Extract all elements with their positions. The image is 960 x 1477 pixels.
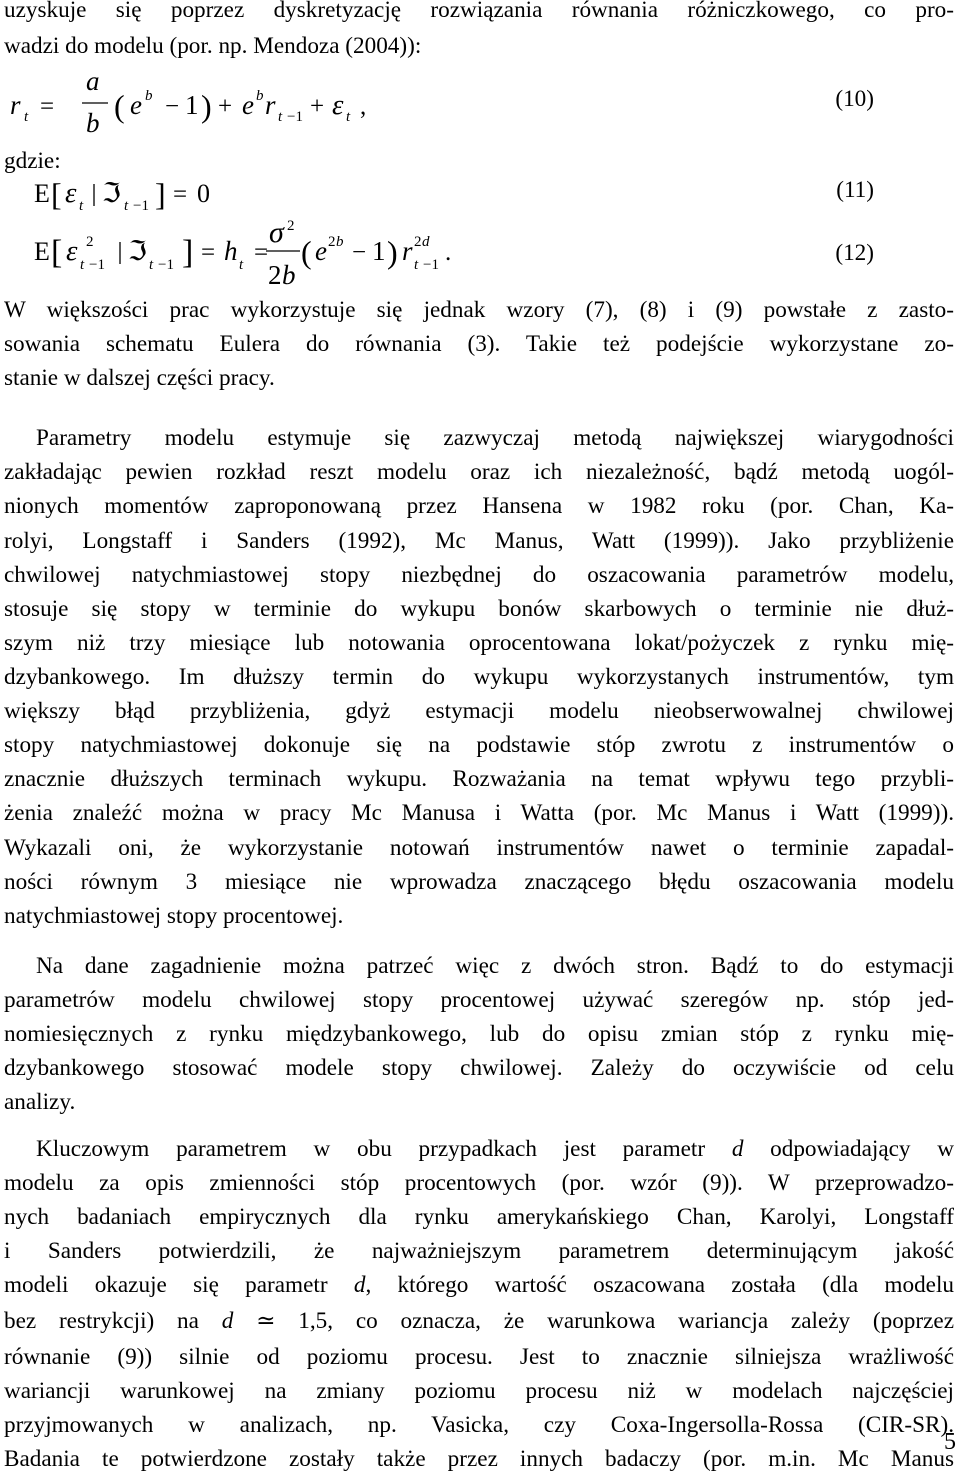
svg-text:=: = <box>254 239 269 266</box>
equation-number-12: (12) <box>835 240 874 266</box>
paragraph-1-line-2: sowania schematu Eulera do równania (3). Takie też podejście wykorzystane zo- <box>4 331 954 357</box>
svg-text:b: b <box>282 260 296 290</box>
equation-number-11: (11) <box>836 177 874 203</box>
parameter-d-symbol-3: d <box>221 1308 234 1334</box>
paragraph-1-line-1: W większości prac wykorzystuje się jednak wzory (7), (8) i (9) powstałe z zasto- <box>4 297 954 323</box>
paragraph-4-line-5-text-a: modeli okazuje się parametr <box>4 1272 354 1298</box>
svg-text:t: t <box>278 109 283 125</box>
approx-symbol: ≃ <box>256 1308 276 1334</box>
equation-10 <box>0 66 960 142</box>
paragraph-2-line-12: żenia znaleźć można w pracy Mc Manusa i Watta (por. Mc Manus i Watt (1999)). <box>4 800 954 826</box>
paragraph-4-line-3: nych badaniach empirycznych dla rynku amerykańskiego Chan, Karolyi, Longstaff <box>4 1204 954 1230</box>
paragraph-2-line-9: większy błąd przybliżenia, gdyż estymacji modelu nieobserwowalnej chwilowej <box>4 698 954 724</box>
svg-text:]: ] <box>182 234 194 271</box>
svg-text:−1: −1 <box>158 257 174 273</box>
equation-11-formula <box>0 172 960 216</box>
paragraph-2-line-7: szym niż trzy miesiące lub notowania oprocentowana lokat/pożyczek z rynku mię- <box>4 630 954 656</box>
paragraph-2-line-6: stosuje się stopy w terminie do wykupu bonów skarbowych o terminie nie dłuż- <box>4 596 954 622</box>
svg-text:−: − <box>165 93 180 120</box>
svg-text:d: d <box>422 234 430 250</box>
svg-text:r: r <box>402 236 413 266</box>
equation-12 <box>0 212 960 296</box>
svg-text:=: = <box>173 181 188 208</box>
svg-text:−: − <box>352 239 367 266</box>
svg-text:−1: −1 <box>287 109 303 125</box>
svg-text:t: t <box>80 257 85 273</box>
svg-text:ℑ: ℑ <box>128 236 147 266</box>
svg-text:t: t <box>79 198 84 214</box>
paragraph-3-line-1: Na dane zagadnienie można patrzeć więc z dwóch stron. Bądź to do estymacji <box>36 953 954 979</box>
gdzie-label: gdzie: <box>4 148 61 174</box>
paragraph-4-line-4: i Sanders potwierdzili, że najważniejszym parametrem determinującym jakość <box>4 1238 954 1264</box>
svg-text:.: . <box>445 239 452 266</box>
svg-text:+: + <box>310 93 325 120</box>
paragraph-4-line-5 <box>4 1267 954 1303</box>
paragraph-2-line-13: Wykazali oni, że wykorzystanie notowań instrumentów nawet o terminie zapadal- <box>4 835 954 861</box>
svg-text:(: ( <box>301 234 312 270</box>
svg-text:t: t <box>346 109 351 125</box>
svg-text:t: t <box>149 257 154 273</box>
svg-text:−1: −1 <box>89 257 105 273</box>
svg-text:e: e <box>242 90 254 120</box>
paragraph-2-line-15: natychmiastowej stopy procentowej. <box>4 903 344 929</box>
paragraph-4-line-8: wariancji warunkowej na zmiany poziomu procesu niż w modelach najczęściej <box>4 1378 954 1404</box>
svg-text:b: b <box>336 234 344 250</box>
intro-line-2: wadzi do modelu (por. np. Mendoza (2004)): <box>4 33 422 59</box>
svg-text:): ) <box>201 88 212 124</box>
paragraph-3-line-5: analizy. <box>4 1089 76 1115</box>
svg-text:[: [ <box>51 234 63 271</box>
paragraph-2-line-14: ności równym 3 miesiące nie wprowadza znaczącego błędu oszacowania modelu <box>4 869 954 895</box>
svg-text:e: e <box>130 90 142 120</box>
svg-text:2: 2 <box>414 234 422 250</box>
paragraph-4-line-7: równanie (9)) silnie od poziomu procesu. Jest to znacznie silniejsza wrażliwość <box>4 1344 954 1370</box>
svg-text:ℑ: ℑ <box>102 178 121 208</box>
paragraph-4-line-1 <box>36 1131 954 1167</box>
paragraph-3-line-4: dzybankowego stosować modele stopy chwilowej. Zależy do oczywiście od celu <box>4 1055 954 1081</box>
svg-text:r: r <box>265 90 276 120</box>
svg-text:e: e <box>315 236 327 266</box>
svg-text:=: = <box>40 93 55 120</box>
svg-text:ε: ε <box>66 235 78 267</box>
equation-number-10: (10) <box>835 86 874 112</box>
equation-10-formula <box>0 66 960 142</box>
svg-text:t: t <box>124 198 129 214</box>
svg-text:E: E <box>34 179 50 208</box>
svg-text:−1: −1 <box>423 257 439 273</box>
svg-text:(: ( <box>114 88 125 124</box>
paragraph-2-line-3: nionych momentów zaproponowaną przez Hansena w 1982 roku (por. Chan, Ka- <box>4 493 954 519</box>
svg-text:2: 2 <box>268 260 282 290</box>
paragraph-4-line-1-text-b: odpowiadający w <box>743 1136 954 1162</box>
svg-text:=: = <box>201 239 216 266</box>
svg-text:1: 1 <box>185 90 199 120</box>
paragraph-4-line-10: Badania te potwierdzone zostały także przez innych badaczy (por. m.in. Mc Manus <box>4 1446 954 1472</box>
paragraph-4-line-5-text-b: , którego wartość oszacowana została (dla modelu <box>365 1272 954 1298</box>
svg-text:E: E <box>34 237 50 266</box>
page-number: 5 <box>944 1429 956 1455</box>
svg-text:σ: σ <box>269 216 284 249</box>
svg-text:2: 2 <box>86 234 94 250</box>
svg-text:+: + <box>218 93 233 120</box>
paragraph-4-line-6 <box>4 1303 954 1339</box>
svg-text:t: t <box>24 109 29 125</box>
paragraph-2-line-5: chwilowej natychmiastowej stopy niezbędnej do oszacowania parametrów modelu, <box>4 562 954 588</box>
paragraph-4-line-1-text-a: Kluczowym parametrem w obu przypadkach jest parametr <box>36 1136 732 1162</box>
svg-text:1: 1 <box>372 236 386 266</box>
svg-text:−1: −1 <box>133 198 149 214</box>
parameter-d-symbol-2: d <box>353 1272 366 1298</box>
parameter-d-symbol: d <box>731 1136 744 1162</box>
svg-text:b: b <box>256 88 264 104</box>
svg-text:): ) <box>387 234 398 270</box>
svg-text:r: r <box>10 90 21 120</box>
paragraph-3-line-2: parametrów modelu chwilowej stopy procentowej używać szeregów np. stóp jed- <box>4 987 954 1013</box>
paragraph-1-line-3: stanie w dalszej części pracy. <box>4 365 275 391</box>
svg-text:]: ] <box>155 176 166 212</box>
paragraph-4-line-9: przyjmowanych w analizach, np. Vasicka, czy Coxa-Ingersolla-Rossa (CIR-SR). <box>4 1412 954 1438</box>
paragraph-2-line-11: znacznie dłuższych terminach wykupu. Rozważania na temat wpływu tego przybli- <box>4 766 954 792</box>
equation-11 <box>0 172 960 216</box>
parameter-d-value: 1,5 <box>298 1308 328 1334</box>
paragraph-4-line-6-text-b: , co oznacza, że warunkowa wariancja zależy (poprzez <box>327 1308 955 1334</box>
svg-text:t: t <box>414 257 419 273</box>
svg-text:0: 0 <box>197 179 210 208</box>
paragraph-3-line-3: nomiesięcznych z rynku międzybankowego, lub do opisu zmian stóp z rynku mię- <box>4 1021 954 1047</box>
paragraph-2-line-10: stopy natychmiastowej dokonuje się na podstawie stóp zwrotu z instrumentów o <box>4 732 954 758</box>
svg-text:[: [ <box>51 176 62 212</box>
equation-12-formula <box>0 212 960 296</box>
intro-line-1: uzyskuje się poprzez dyskretyzację rozwiązania równania różniczkowego, co pro- <box>4 0 954 23</box>
paragraph-2-line-1: Parametry modelu estymuje się zazwyczaj metodą największej wiarygodności <box>36 425 954 451</box>
paragraph-2-line-4: rolyi, Longstaff i Sanders (1992), Mc Manus, Watt (1999)). Jako przybliżenie <box>4 528 954 554</box>
paragraph-2-line-2: zakładając pewien rozkład reszt modelu oraz ich niezależność, bądź metodą uogól- <box>4 459 954 485</box>
svg-text:a: a <box>86 66 100 96</box>
svg-text:2: 2 <box>287 218 295 234</box>
svg-text:b: b <box>145 88 153 104</box>
svg-text:b: b <box>86 108 100 138</box>
svg-text:h: h <box>224 236 238 266</box>
paragraph-4-line-2: modelu za opis zmienności stóp procentowych (por. wzór (9)). W przeprowadzo- <box>4 1170 954 1196</box>
svg-text:ε: ε <box>65 177 77 209</box>
svg-text:2: 2 <box>328 234 336 250</box>
svg-text:ε: ε <box>332 89 344 121</box>
paragraph-4-line-6-text-a: bez restrykcji) na <box>4 1308 222 1334</box>
svg-text:,: , <box>360 93 367 120</box>
svg-text:t: t <box>239 257 244 273</box>
paragraph-2-line-8: dzybankowego. Im dłuższy termin do wykupu wykorzystanych instrumentów, tym <box>4 664 954 690</box>
